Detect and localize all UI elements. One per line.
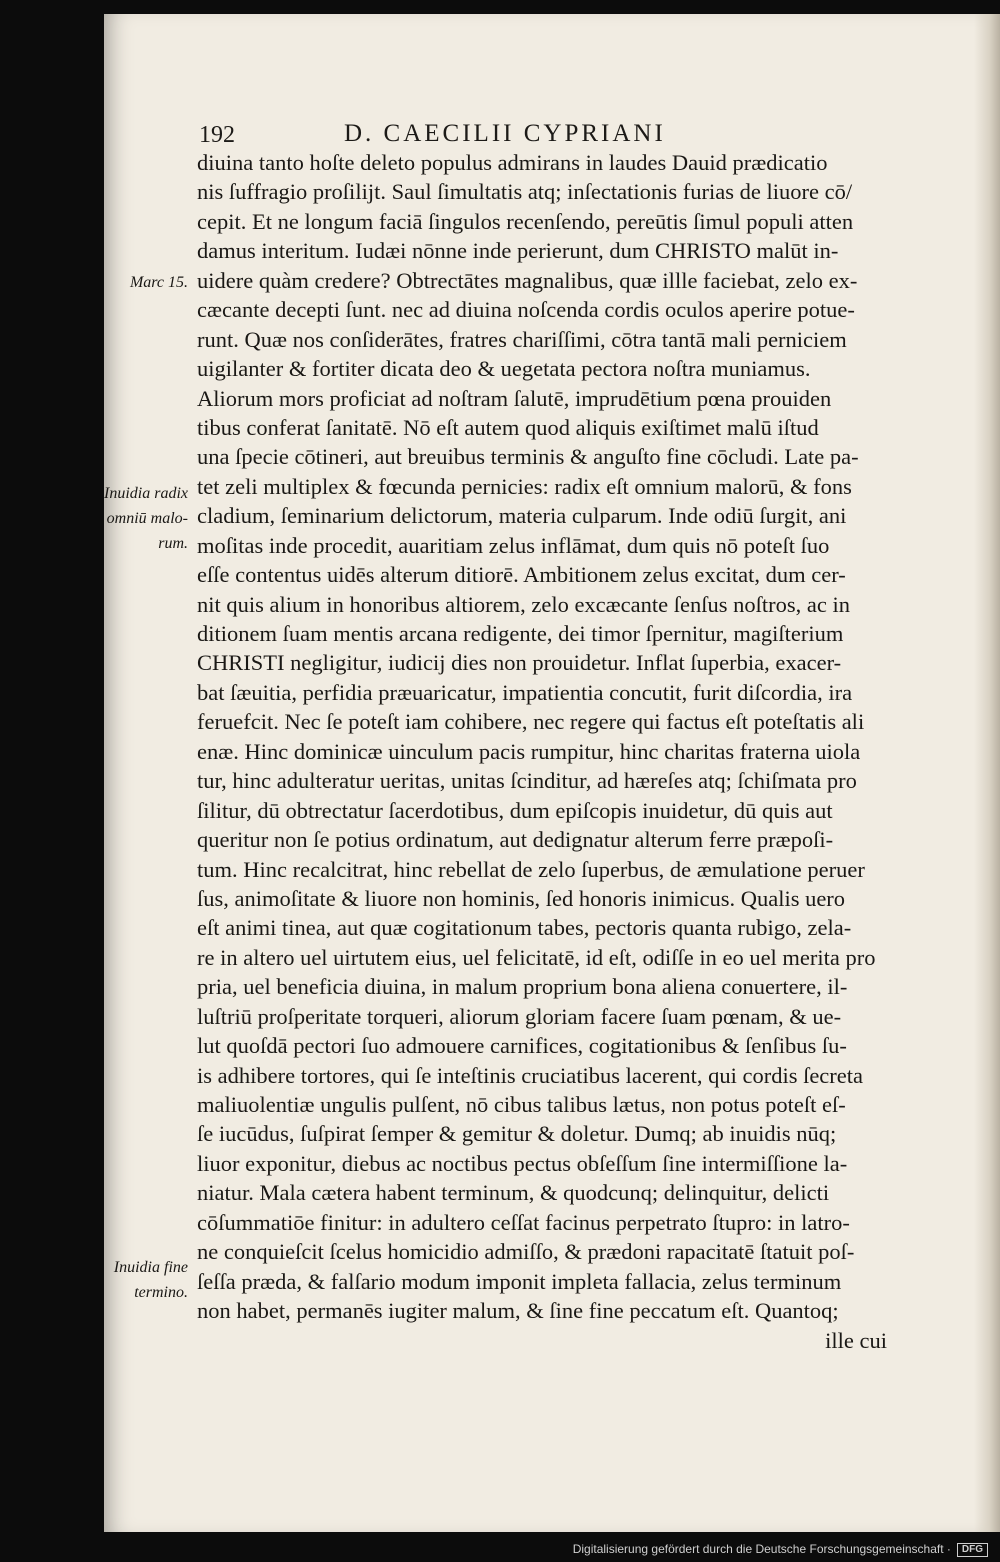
text-line: cōſummatiōe finitur: in adultero ceſſat facinus perpetrato ſtupro: in latro- [197,1209,850,1235]
text-line: damus interitum. Iudæi nōnne inde perierunt, dum CHRISTO malūt in- [197,238,839,264]
text-line: uigilanter & fortiter dicata deo & uegetata pectora noſtra muniamus. [197,356,811,382]
page-edge-shadow [974,14,1000,1532]
dfg-logo-icon: DFG [957,1543,988,1557]
text-line: re in altero uel uirtutem eius, uel felicitatē, id eſt, odiſſe in eo uel merita pro [197,944,876,970]
text-line: CHRISTI negligitur, iudicij dies non prouidetur. Inflat ſuperbia, exacer- [197,650,842,676]
text-line: liuor exponitur, diebus ac noctibus pectus obſeſſum ſine intermiſſione la- [197,1150,848,1176]
margin-note-line: Inuidia fine [113,1259,188,1276]
running-head: D. CAECILII CYPRIANI [344,120,666,147]
text-line: feruefcit. Nec ſe poteſt iam cohibere, nec regere qui factus eſt poteſtatis ali [197,709,865,735]
text-line: non habet, permanēs iugiter malum, & ſine fine peccatum eſt. Quantoq; [197,1298,839,1324]
text-line: is adhibere tortores, qui ſe inteſtinis cruciatibus lacerent, qui cordis ſecreta [197,1062,864,1088]
text-line: ditionem ſuam mentis arcana redigente, dei timor ſpernitur, magiſterium [197,621,844,646]
margin-note-inuidia-fine [80,1255,188,1305]
text-line: queritur non ſe potius ordinatum, aut dedignatur alterum ferre præpoſi- [197,827,834,853]
margin-note-line: Marc 15. [129,274,188,291]
text-line: una ſpecie cōtineri, aut breuibus terminis & anguſto fine cōcludi. Late pa- [197,444,859,470]
text-line: cladium, ſeminarium delictorum, materia culparum. Inde odiū ſurgit, ani [197,503,847,529]
text-line: bat ſæuitia, perfidia præuaricatur, impatientia concutit, furit diſcordia, ira [197,679,853,705]
text-line: moſitas inde procedit, auaritiam zelus inflāmat, dum quis nō poteſt ſuo [197,532,830,558]
text-line: luſtriū proſperitate torqueri, aliorum gloriam facere ſuam pœnam, & ue- [197,1003,842,1029]
text-line: uidere quàm credere? Obtrectātes magnalibus, quæ illle faciebat, zelo ex- [197,267,858,293]
margin-note-line: Inuidia radix [104,485,188,502]
catchword: ille cui [825,1327,887,1353]
margin-note-line: omniū malo- [106,510,188,527]
text-line: eſſe contentus uidēs alterum ditiorē. Ambitionem zelus excitat, dum cer- [197,562,846,588]
folio-number: 192 [199,122,235,148]
text-line: pria, uel beneficia diuina, in malum proprium bona aliena conuertere, il- [197,974,848,1000]
text-line: cepit. Et ne longum faciā ſingulos recenſendo, pereūtis ſimul populi atten [197,208,854,234]
text-line: maliuolentiæ ungulis pulſent, nō cibus talibus lætus, non potus poteſt eſ- [197,1092,846,1117]
text-line: ſeſſa præda, & falſario modum imponit impleta fallacia, zelus terminum [197,1268,842,1294]
text-line: runt. Quæ nos conſiderātes, fratres chariſſimi, cōtra tantā mali perniciem [197,326,847,352]
text-line: Aliorum mors proficiat ad noſtram ſalutē, imprudētium pœna prouiden [197,385,832,411]
text-line: tibus conferat ſanitatē. Nō eſt autem quod aliquis exiſtimet malū iſtud [197,414,819,440]
text-line: ſus, animoſitate & liuore non hominis, ſed honoris inimicus. Qualis uero [197,885,846,911]
margin-note-line: termino. [134,1284,188,1301]
text-line: eſt animi tinea, aut quæ cogitationum tabes, pectoris quanta rubigo, zela- [197,915,852,941]
text-line: nis ſuffragio proſilijt. Saul ſimultatis atq; inſectationis furias de liuore cō/ [197,179,853,205]
text-line: niatur. Mala cætera habent terminum, & quodcunq; delinquitur, delicti [197,1180,830,1206]
footer-bar [0,1540,1000,1562]
text-line: tum. Hinc recalcitrat, hinc rebellat de zelo ſuperbus, de æmulatione peruer [197,856,865,882]
margin-note-marc [96,270,188,295]
text-line: ſe iucūdus, ſuſpirat ſemper & gemitur & doletur. Dumq; ab inuidis nūq; [197,1121,837,1147]
margin-note-line: rum. [158,535,188,552]
text-line: lut quoſdā pectori ſuo admouere carnifices, cogitationibus & ſenſibus ſu- [197,1033,847,1059]
body-text [197,148,887,1355]
footer-credit [573,1542,988,1557]
text-line: tur, hinc adulteratur ueritas, unitas ſcinditur, ad hæreſes atq; ſchiſmata pro [197,768,857,794]
text-line: enæ. Hinc dominicæ uinculum pacis rumpitur, hinc charitas fraterna uiola [197,738,861,764]
text-line: tet zeli multiplex & fœcunda pernicies: radix eſt omnium malorū, & fons [197,473,852,499]
footer-credit-text: Digitalisierung gefördert durch die Deutsche Forschungsgemeinschaft · [572,1542,951,1556]
text-line: cæcante decepti ſunt. nec ad diuina noſcenda cordis oculos aperire potue- [197,297,855,323]
text-line: ſilitur, dū obtrectatur ſacerdotibus, dum epiſcopis inuidetur, dū quis aut [197,797,833,823]
text-line: ne conquieſcit ſcelus homicidio admiſſo, & prædoni rapacitatē ſtatuit poſ- [197,1239,855,1265]
margin-note-inuidia-radix [80,481,188,556]
text-line: diuina tanto hoſte deleto populus admirans in laudes Dauid prædicatio [197,150,828,175]
text-line: nit quis alium in honoribus altiorem, zelo excæcante ſenſus noſtros, ac in [197,591,850,617]
